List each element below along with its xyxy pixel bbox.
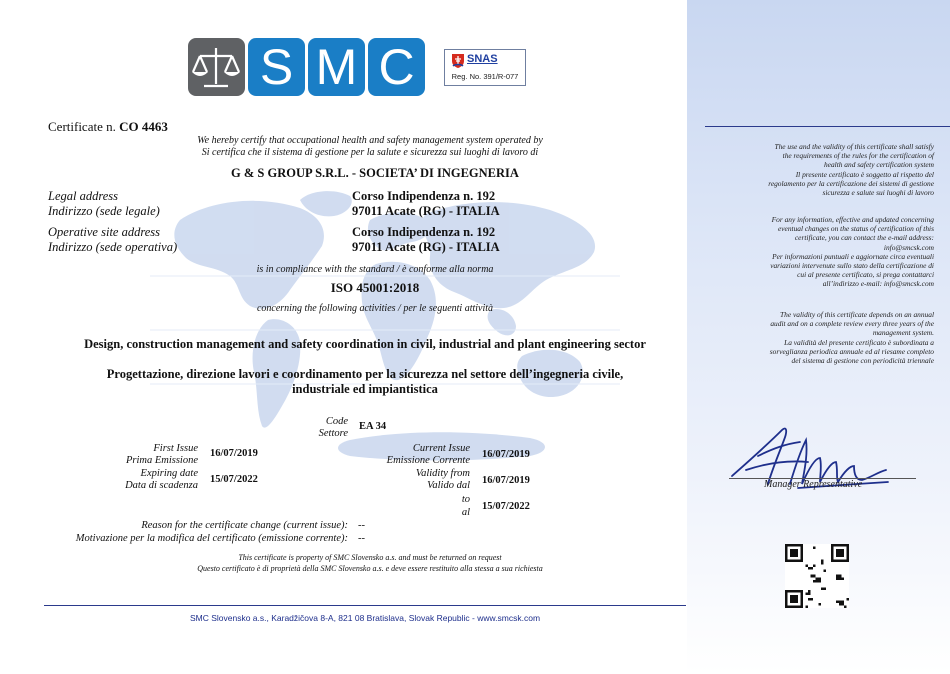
qr-module <box>805 564 808 567</box>
qr-module <box>785 549 788 552</box>
sidebar-line: Il presente certificato è soggetto al rispetto del <box>795 169 934 179</box>
qr-module <box>846 557 849 560</box>
qr-module <box>790 544 793 547</box>
sidebar-line: management system. <box>872 328 934 338</box>
qr-module <box>795 549 798 552</box>
sidebar-line: La validità del presente certificato è subordinata a <box>784 337 934 347</box>
qr-module <box>800 547 803 550</box>
qr-module <box>798 559 801 562</box>
qr-module <box>800 605 803 608</box>
qr-module <box>818 580 821 583</box>
qr-module <box>795 598 798 601</box>
logo-letter-s: S <box>248 38 305 96</box>
intro-it: Si certifica che il sistema di gestione per la salute e sicurezza sui luoghi di lavoro di <box>201 147 539 158</box>
logo-letter-c: C <box>368 38 425 96</box>
qr-module <box>785 554 788 557</box>
sidebar-line: For any information, effective and updated concerning <box>771 215 934 224</box>
qr-module <box>793 598 796 601</box>
qr-module <box>831 554 834 557</box>
qr-module <box>831 557 834 560</box>
sidebar-line: del sistema di gestione con periodicità triennale <box>791 356 934 366</box>
scope-en: Design, construction management and safety coordination in civil, industrial and plant engineering sector <box>84 337 646 351</box>
sidebar-contact-note <box>724 215 934 289</box>
code-value: EA 34 <box>359 421 387 432</box>
qr-module <box>795 595 798 598</box>
logo-letter-m: M <box>308 38 365 96</box>
qr-module <box>785 605 788 608</box>
qr-module <box>831 544 834 547</box>
qr-module <box>800 544 803 547</box>
reason-value-en: -- <box>358 520 365 531</box>
first-issue-label-it: Prima Emissione <box>125 455 198 466</box>
qr-module <box>800 552 803 555</box>
current-issue-value: 16/07/2019 <box>482 449 530 460</box>
qr-module <box>808 590 811 593</box>
legal-address-label-en: Legal address <box>48 189 119 203</box>
qr-module <box>839 600 842 603</box>
standard: ISO 45001:2018 <box>330 280 420 295</box>
qr-module <box>790 595 793 598</box>
qr-module <box>841 577 844 580</box>
qr-module <box>841 559 844 562</box>
qr-module <box>795 552 798 555</box>
qr-module <box>785 595 788 598</box>
qr-module <box>839 544 842 547</box>
qr-module <box>793 595 796 598</box>
qr-module <box>800 590 803 593</box>
qr-module <box>800 557 803 560</box>
qr-module <box>785 557 788 560</box>
qr-module <box>841 554 844 557</box>
qr-module <box>793 559 796 562</box>
expiring-value: 15/07/2022 <box>210 474 258 485</box>
qr-module <box>793 605 796 608</box>
qr-module <box>841 544 844 547</box>
qr-module <box>793 600 796 603</box>
qr-module <box>795 605 798 608</box>
qr-module <box>831 559 834 562</box>
validity-from-value: 16/07/2019 <box>482 475 530 486</box>
qr-module <box>823 588 826 591</box>
scope-it-line1: Progettazione, direzione lavori e coordinamento per la sicurezza nel settore dell’ingegneria civile, <box>106 367 624 381</box>
qr-module <box>839 575 842 578</box>
legal-address-line1: Corso Indipendenza n. 192 <box>352 189 496 203</box>
qr-module <box>836 544 839 547</box>
qr-module <box>836 552 839 555</box>
qr-module <box>846 547 849 550</box>
validity-to-label-it: al <box>461 507 470 518</box>
sidebar-divider <box>705 126 950 127</box>
operative-address-label-it: Indirizzo (sede operativa) <box>48 240 178 254</box>
qr-module <box>821 562 824 565</box>
qr-module <box>790 598 793 601</box>
reason-label-en: Reason for the certificate change (current issue): <box>141 520 348 531</box>
slovak-shield-icon <box>452 54 464 68</box>
validity-from-label-it: Valido dal <box>427 480 470 491</box>
certificate-number <box>48 119 168 135</box>
qr-module <box>785 600 788 603</box>
footer-address: SMC Slovensko a.s., Karadžičova 8-A, 821 08 Bratislava, Slovak Republic - www.smcsk.com <box>189 613 541 623</box>
certificate-number-label: Certificate n. <box>48 119 116 134</box>
qr-module <box>788 559 791 562</box>
validity-to-label-en: to <box>461 494 470 505</box>
intro-en: We hereby certify that occupational health and safety management system operated by <box>197 135 543 146</box>
qr-module <box>800 600 803 603</box>
qr-module <box>811 575 814 578</box>
qr-module <box>813 575 816 578</box>
qr-module <box>841 600 844 603</box>
qr-module <box>841 603 844 606</box>
qr-module <box>836 559 839 562</box>
sidebar-line: regolamento per la certificazione dei sistemi di gestione <box>768 178 934 188</box>
scope-it-line2: industriale ed impiantistica <box>292 382 438 396</box>
qr-module <box>785 552 788 555</box>
code-label-en: Code <box>325 416 348 427</box>
qr-module <box>831 547 834 550</box>
qr-module <box>839 554 842 557</box>
qr-module <box>800 549 803 552</box>
sidebar-line: health and safety certification system <box>823 160 934 170</box>
qr-module <box>813 580 816 583</box>
qr-module <box>800 598 803 601</box>
qr-module <box>846 559 849 562</box>
sidebar-line: variazioni intervenute sullo stato della certificazione di <box>770 261 934 271</box>
reason-value-it: -- <box>358 533 365 544</box>
operative-address-label-en: Operative site address <box>48 225 161 239</box>
qr-module <box>785 559 788 562</box>
current-issue-label-it: Emissione Corrente <box>386 455 470 466</box>
current-issue-label-en: Current Issue <box>412 443 470 454</box>
qr-module <box>805 605 808 608</box>
sidebar-line: The use and the validity of this certificate shall satisfy <box>774 142 934 151</box>
sidebar-line: cui al presente certificato, si prega contattarci <box>797 270 934 280</box>
qr-module <box>839 552 842 555</box>
qr-module <box>793 544 796 547</box>
qr-module <box>811 567 814 570</box>
qr-module <box>790 590 793 593</box>
manager-label: Manager Representative <box>764 479 863 490</box>
qr-module <box>790 554 793 557</box>
qr-module <box>846 544 849 547</box>
qr-module <box>785 544 788 547</box>
qr-module <box>844 544 847 547</box>
sidebar-validity-note <box>724 310 934 365</box>
qr-module <box>846 552 849 555</box>
validity-to-value: 15/07/2022 <box>482 501 530 512</box>
qr-module <box>831 549 834 552</box>
qr-module <box>808 567 811 570</box>
qr-module <box>790 552 793 555</box>
qr-module <box>788 605 791 608</box>
qr-module <box>793 554 796 557</box>
qr-module <box>844 559 847 562</box>
qr-module <box>836 549 839 552</box>
sidebar-line: The validity of this certificate depends on an annual <box>780 310 934 319</box>
qr-module <box>800 603 803 606</box>
qr-module <box>816 577 819 580</box>
qr-module <box>805 593 808 596</box>
qr-module <box>798 590 801 593</box>
qr-module <box>836 554 839 557</box>
qr-module <box>839 577 842 580</box>
sidebar-line: all’indirizzo e-mail: info@smcsk.com <box>822 279 934 289</box>
sidebar-line: eventual changes on the status of certification of this <box>777 224 934 234</box>
qr-module <box>795 559 798 562</box>
property-note-it: Questo certificato è di proprietà della SMC Slovensko a.s. e deve essere restituito alla stessa a sua richiesta <box>197 564 543 573</box>
first-issue-value: 16/07/2019 <box>210 448 258 459</box>
legal-address-label-it: Indirizzo (sede legale) <box>48 204 160 218</box>
qr-module <box>841 552 844 555</box>
sidebar-line: audit and on a complete review every three years of the <box>770 319 934 329</box>
qr-module <box>800 559 803 562</box>
snas-label: SNAS <box>467 53 498 65</box>
qr-module <box>793 590 796 593</box>
qr-module <box>846 554 849 557</box>
scales-of-justice-icon <box>188 38 245 96</box>
qr-module <box>808 598 811 601</box>
qr-module <box>818 603 821 606</box>
company-name: G & S GROUP S.R.L. - SOCIETA’ DI INGEGNERIA <box>231 166 519 180</box>
qr-module <box>841 549 844 552</box>
qr-module <box>823 570 826 573</box>
footer-divider <box>44 605 686 606</box>
qr-module <box>798 605 801 608</box>
qr-code <box>785 544 849 608</box>
qr-module <box>821 588 824 591</box>
qr-module <box>790 605 793 608</box>
activities-text: concerning the following activities / per le seguenti attività <box>256 303 494 314</box>
qr-module <box>816 580 819 583</box>
qr-module <box>793 549 796 552</box>
qr-module <box>846 549 849 552</box>
snas-accreditation-badge <box>444 49 526 86</box>
qr-module <box>785 598 788 601</box>
qr-module <box>785 593 788 596</box>
qr-module <box>790 600 793 603</box>
operative-address-line2: 97011 Acate (RG) - ITALIA <box>352 240 500 254</box>
qr-module <box>785 547 788 550</box>
validity-from-label-en: Validity from <box>415 468 470 479</box>
sidebar-line: Per informazioni puntuali e aggiornate circa eventuali <box>772 251 934 261</box>
qr-module <box>795 554 798 557</box>
qr-module <box>834 544 837 547</box>
qr-module <box>846 598 849 601</box>
qr-module <box>836 600 839 603</box>
qr-module <box>808 593 811 596</box>
sidebar-line: the requirements of the rules for the certification of <box>782 151 934 161</box>
qr-module <box>800 595 803 598</box>
compliance-text: is in compliance with the standard / è conforme alla norma <box>256 264 494 275</box>
qr-module <box>785 603 788 606</box>
legal-address-line2: 97011 Acate (RG) - ITALIA <box>352 204 500 218</box>
qr-module <box>813 547 816 550</box>
qr-module <box>821 559 824 562</box>
qr-module <box>836 575 839 578</box>
expiring-label-en: Expiring date <box>140 468 198 479</box>
qr-module <box>790 559 793 562</box>
qr-module <box>793 552 796 555</box>
qr-module <box>798 544 801 547</box>
property-note-en: This certificate is property of SMC Slovensko a.s. and must be returned on request <box>238 553 502 562</box>
sidebar-line: certificate, you can contact the e-mail address: <box>794 233 934 243</box>
qr-module <box>831 552 834 555</box>
certificate-number-value: CO 4463 <box>119 119 168 134</box>
expiring-label-it: Data di scadenza <box>125 480 198 491</box>
qr-module <box>818 577 821 580</box>
sidebar-line: sorveglianza periodica annuale ed al riesame completo <box>769 346 934 356</box>
qr-module <box>788 590 791 593</box>
sidebar-line: info@smcsk.com <box>883 242 934 252</box>
qr-module <box>844 605 847 608</box>
qr-module <box>836 577 839 580</box>
sidebar-rules-note <box>724 142 934 197</box>
qr-module <box>795 590 798 593</box>
qr-module <box>800 554 803 557</box>
qr-module <box>813 564 816 567</box>
snas-registration: Reg. No. 391/R-077 <box>451 72 519 81</box>
qr-module <box>839 603 842 606</box>
qr-module <box>795 600 798 603</box>
qr-module <box>834 559 837 562</box>
operative-address-line1: Corso Indipendenza n. 192 <box>352 225 496 239</box>
qr-module <box>788 544 791 547</box>
qr-module <box>790 549 793 552</box>
sidebar-line: sicurezza e salute sui luoghi di lavoro <box>822 188 934 198</box>
reason-label-it: Motivazione per la modifica del certificato (emissione corrente): <box>75 533 348 544</box>
qr-module <box>811 598 814 601</box>
qr-module <box>800 593 803 596</box>
code-label-it: Settore <box>318 428 348 439</box>
first-issue-label-en: First Issue <box>153 443 198 454</box>
qr-module <box>839 549 842 552</box>
qr-module <box>839 559 842 562</box>
qr-module <box>785 590 788 593</box>
qr-module <box>795 544 798 547</box>
